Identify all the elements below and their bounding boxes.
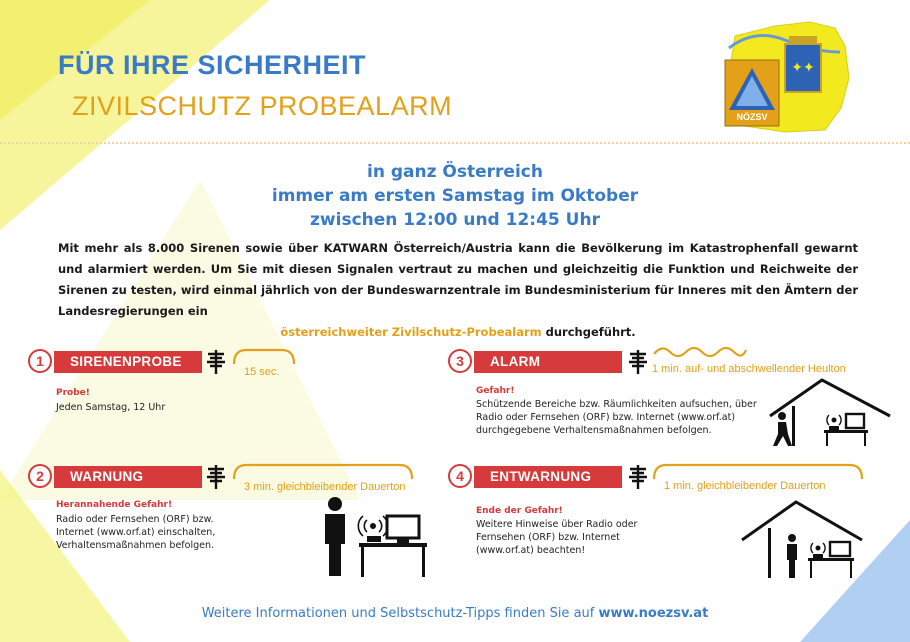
footer-link[interactable]: www.noezsv.at xyxy=(598,606,709,621)
tone-graph-3 xyxy=(652,344,748,360)
noezsv-logo xyxy=(715,18,855,136)
schedule-line-2: immer am ersten Samstag im Oktober xyxy=(271,186,639,206)
siren-icon xyxy=(206,465,226,489)
signal-2-heading: Herannahende Gefahr! xyxy=(56,500,173,510)
logo-text: NÖZSV xyxy=(736,112,768,122)
person-in-house-illustration xyxy=(738,498,866,580)
page-title: FÜR IHRE SICHERHEIT xyxy=(58,50,367,80)
siren-icon xyxy=(628,465,648,489)
signal-2-text: Radio oder Fernsehen (ORF) bzw. Internet (www.orf.at) einschalten, Verhaltensmaßnahmen befolgen. xyxy=(56,514,216,551)
tone-graph-4 xyxy=(652,461,864,481)
svg-text:✦✦: ✦✦ xyxy=(791,60,815,76)
signal-3-heading: Gefahr! xyxy=(476,386,515,396)
siren-icon xyxy=(628,350,648,374)
signal-1-number: 1 xyxy=(28,349,52,373)
signal-3-title: ALARM xyxy=(474,351,622,373)
tone-graph-1 xyxy=(232,346,296,366)
signal-4-title: ENTWARNUNG xyxy=(474,466,622,488)
footer-text: Weitere Informationen und Selbstschutz-Tipps finden Sie auf xyxy=(201,606,595,621)
tone-graph-2 xyxy=(232,461,414,481)
signal-1-heading: Probe! xyxy=(56,388,90,398)
signal-1-tone: 15 sec. xyxy=(244,366,280,378)
intro-paragraph xyxy=(58,238,858,343)
person-entering-house-illustration xyxy=(766,376,894,448)
intro-highlight: österreichweiter Zivilschutz-Probealarm xyxy=(280,325,542,339)
signal-2-number: 2 xyxy=(28,464,52,488)
schedule-line-1: in ganz Österreich xyxy=(367,162,543,182)
page-subtitle: ZIVILSCHUTZ PROBEALARM xyxy=(72,91,453,121)
signal-1-text: Jeden Samstag, 12 Uhr xyxy=(56,402,166,413)
divider xyxy=(0,142,910,145)
signal-2-tone: 3 min. gleichbleibender Dauerton xyxy=(244,481,406,493)
signal-4-tone: 1 min. gleichbleibender Dauerton xyxy=(664,480,826,492)
siren-icon xyxy=(206,350,226,374)
signal-4-text: Weitere Hinweise über Radio oder Fernsehen (ORF) bzw. Internet (www.orf.at) beachten! xyxy=(476,519,638,556)
signal-1-title: SIRENENPROBE xyxy=(54,351,202,373)
signal-4-heading: Ende der Gefahr! xyxy=(476,506,563,516)
signal-3-text: Schützende Bereiche bzw. Räumlichkeiten aufsuchen, über Radio oder Fernsehen (ORF) bzw. Internet (www.orf.at) durchgegebene Verhaltensmaßnahmen befolgen. xyxy=(476,399,757,436)
footer xyxy=(0,606,910,621)
signal-4-number: 4 xyxy=(448,464,472,488)
person-at-tv-illustration xyxy=(315,496,435,578)
intro-end: durchgeführt. xyxy=(545,325,636,339)
signal-3-tone: 1 min. auf- und abschwellender Heulton xyxy=(652,363,846,375)
intro-text: Mit mehr als 8.000 Sirenen sowie über KATWARN Österreich/Austria kann die Bevölkerung im Katastrophenfall gewarnt und alarmiert werden. Um Sie mit diesen Signalen vertraut zu machen und gleichzeitig die Funktion und Reichweite der Sirenen zu testen, wird einmal jährlich von der Bundeswarnzentrale im Bundesministerium für Inneres mit den Ämtern der Landesregierungen ein xyxy=(58,241,858,318)
signal-3-number: 3 xyxy=(448,349,472,373)
signal-2-title: WARNUNG xyxy=(54,466,202,488)
schedule-line-3: zwischen 12:00 und 12:45 Uhr xyxy=(310,210,600,230)
